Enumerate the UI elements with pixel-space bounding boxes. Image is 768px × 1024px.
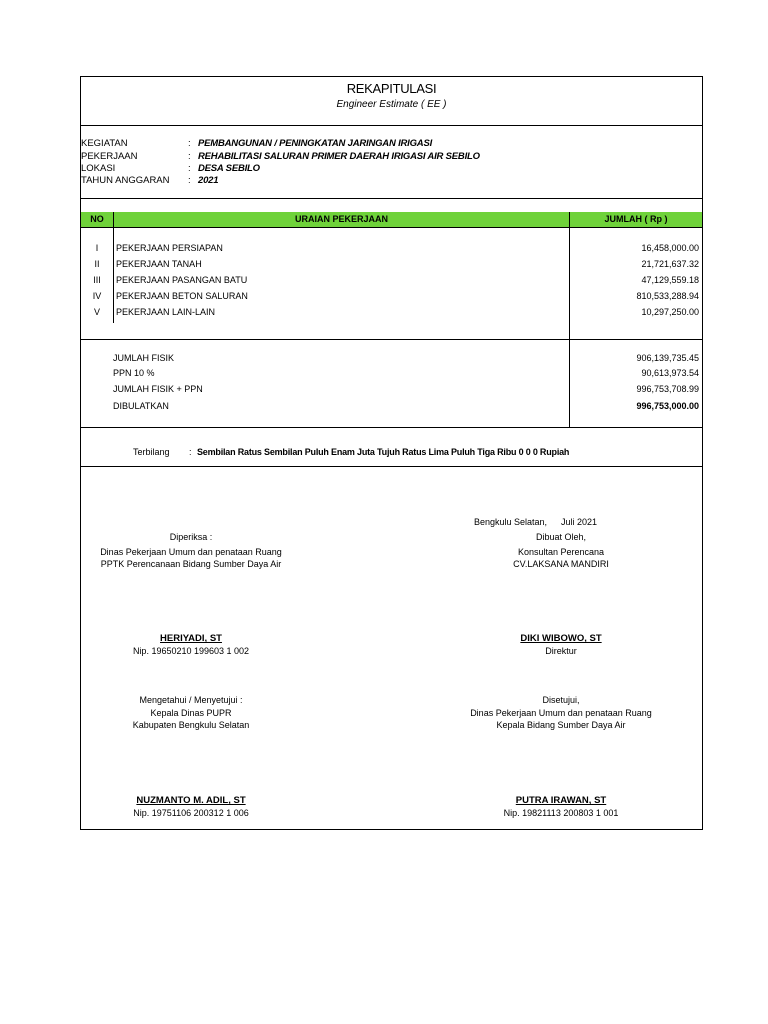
row-no: II: [94, 259, 100, 269]
row-uraian: PEKERJAAN PASANGAN BATU: [116, 275, 248, 285]
table-header: [81, 212, 702, 228]
sig-role: Dibuat Oleh,: [535, 532, 587, 542]
sig-role: Diperiksa :: [169, 532, 213, 542]
total-label: JUMLAH FISIK: [113, 353, 175, 363]
total-rounded-value: 996,753,000.00: [636, 401, 699, 411]
sig-name: HERIYADI, ST: [160, 633, 222, 644]
sig-line: Dinas Pekerjaan Umum dan penataan Ruang: [470, 708, 652, 718]
sig-line: Kepala Dinas PUPR: [150, 708, 232, 718]
header-jumlah: JUMLAH ( Rp ): [604, 214, 668, 224]
sig-line: Konsultan Perencana: [517, 547, 605, 557]
info-colon: :: [188, 175, 191, 186]
row-no: V: [93, 307, 100, 317]
info-value-lokasi: DESA SEBILO: [198, 163, 260, 174]
total-value: 996,753,708.99: [636, 384, 699, 394]
row-uraian: PEKERJAAN TANAH: [116, 259, 202, 269]
row-no: III: [93, 275, 101, 285]
row-uraian: PEKERJAAN LAIN-LAIN: [116, 307, 216, 317]
sig-line: CV.LAKSANA MANDIRI: [513, 559, 609, 569]
info-colon: :: [188, 163, 191, 174]
info-label-pekerjaan: PEKERJAAN: [81, 151, 138, 162]
info-colon: :: [188, 151, 191, 162]
row-uraian: PEKERJAAN PERSIAPAN: [116, 243, 223, 253]
header-uraian: URAIAN PEKERJAAN: [114, 212, 570, 227]
sig-title: Direktur: [545, 646, 577, 656]
sig-nip: Nip. 19751106 200312 1 006: [133, 808, 249, 818]
terbilang-colon: :: [189, 447, 192, 457]
divider: [81, 339, 702, 340]
sig-line: Kepala Bidang Sumber Daya Air: [496, 720, 626, 730]
divider: [81, 198, 702, 199]
divider: [81, 125, 702, 126]
info-label-lokasi: LOKASI: [81, 163, 116, 174]
col-line: [113, 227, 114, 323]
sig-nip: Nip. 19821113 200803 1 001: [503, 808, 619, 818]
info-value-pekerjaan: REHABILITASI SALURAN PRIMER DAERAH IRIGASI AIR SEBILO: [198, 151, 480, 162]
sig-line: Kabupaten Bengkulu Selatan: [132, 720, 250, 730]
info-colon: :: [188, 138, 191, 149]
row-jumlah: 47,129,559.18: [641, 275, 699, 285]
row-jumlah: 10,297,250.00: [641, 307, 699, 317]
total-value: 90,613,973.54: [641, 368, 699, 378]
row-no: I: [95, 243, 99, 253]
sig-name: DIKI WIBOWO, ST: [520, 633, 602, 644]
row-no: IV: [92, 291, 102, 301]
row-jumlah: 810,533,288.94: [636, 291, 699, 301]
doc-subtitle: Engineer Estimate ( EE ): [336, 99, 447, 110]
divider: [81, 466, 702, 467]
sig-nip: Nip. 19650210 199603 1 002: [132, 646, 250, 656]
row-uraian: PEKERJAAN BETON SALURAN: [116, 291, 248, 301]
terbilang-label: Terbilang: [133, 447, 170, 457]
sig-role: Disetujui,: [542, 695, 580, 705]
row-jumlah: 21,721,637.32: [641, 259, 699, 269]
terbilang-value: Sembilan Ratus Sembilan Puluh Enam Juta Tujuh Ratus Lima Puluh Tiga Ribu 0 0 0 Rupiah: [197, 447, 570, 457]
sig-line: PPTK Perencanaan Bidang Sumber Daya Air: [100, 559, 282, 569]
total-label: JUMLAH FISIK + PPN: [113, 384, 203, 394]
sig-name: PUTRA IRAWAN, ST: [515, 795, 607, 806]
info-label-kegiatan: KEGIATAN: [81, 138, 128, 149]
date: Juli 2021: [561, 517, 598, 527]
row-jumlah: 16,458,000.00: [641, 243, 699, 253]
info-value-tahun: 2021: [198, 175, 219, 186]
col-line: [569, 227, 570, 427]
total-label: PPN 10 %: [113, 368, 155, 378]
document-sheet: [80, 76, 703, 830]
sig-name: NUZMANTO M. ADIL, ST: [136, 795, 246, 806]
divider: [81, 427, 702, 428]
info-value-kegiatan: PEMBANGUNAN / PENINGKATAN JARINGAN IRIGASI: [198, 138, 433, 149]
info-label-tahun: TAHUN ANGGARAN: [81, 175, 170, 186]
doc-title: REKAPITULASI: [346, 81, 437, 96]
sig-line: Dinas Pekerjaan Umum dan penataan Ruang: [100, 547, 282, 557]
total-value: 906,139,735.45: [636, 353, 699, 363]
place: Bengkulu Selatan,: [474, 517, 548, 527]
header-no: NO: [81, 212, 114, 227]
sig-role: Mengetahui / Menyetujui :: [139, 695, 243, 705]
total-label: DIBULATKAN: [113, 401, 169, 411]
